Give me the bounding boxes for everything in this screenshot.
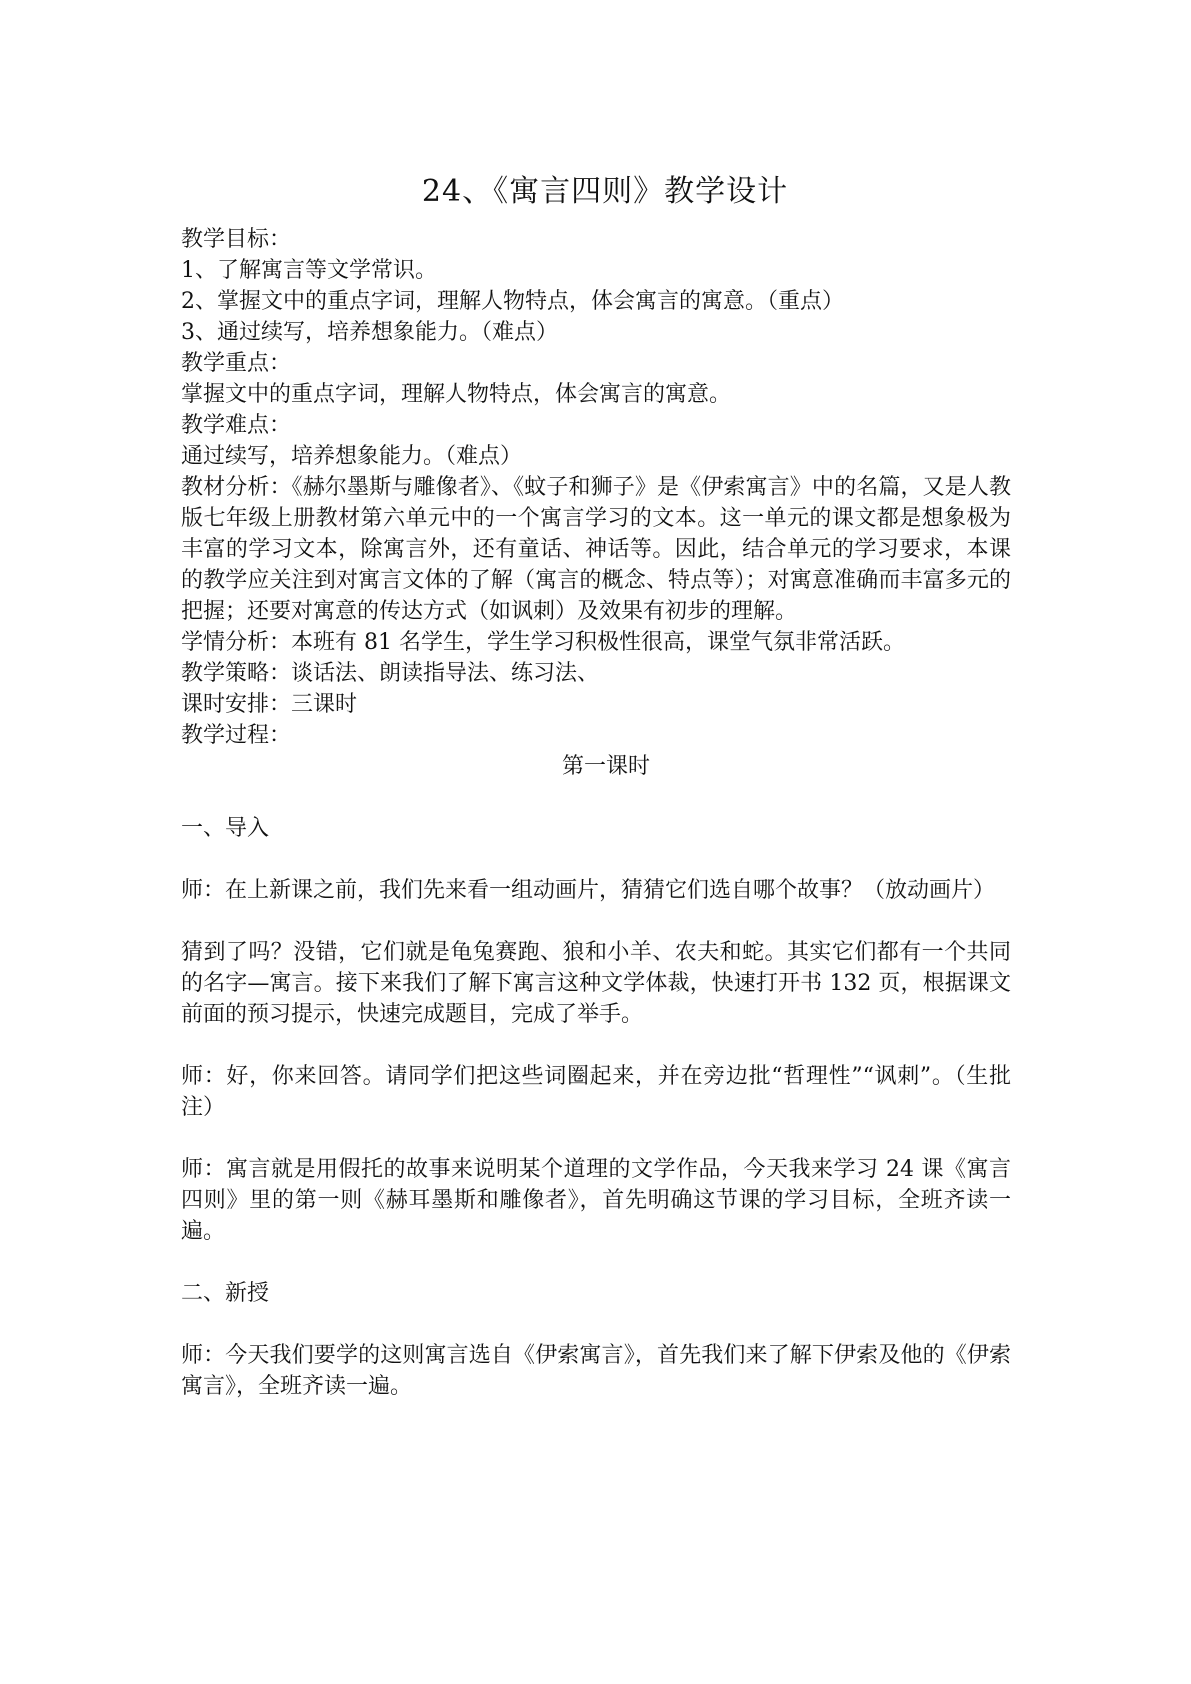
objectives-heading: 教学目标： [181,227,292,252]
document-content [181,170,1011,1402]
document-title: 24、《寓言四则》教学设计 [421,174,789,209]
section-intro-paragraph: 师：在上新课之前，我们先来看一组动画片，猜猜它们选自哪个故事？（放动画片） [181,878,996,903]
section-new-lesson-paragraph: 师：今天我们要学的这则寓言选自《伊索寓言》，首先我们来了解下伊索及他的《伊索寓言》，全班齐读一遍。 [181,1343,1011,1399]
objective-item-2: 2、掌握文中的重点字词，理解人物特点，体会寓言的寓意。（重点） [181,289,844,314]
lesson-heading: 第一课时 [561,754,650,779]
difficulty-text: 通过续写，培养想象能力。（难点） [181,444,523,469]
key-point-heading: 教学重点： [181,351,292,376]
process-heading: 教学过程： [181,723,292,748]
section-intro-paragraph: 猜到了吗？没错，它们就是龟兔赛跑、狼和小羊、农夫和蛇。其实它们都有一个共同的名字—寓言。接下来我们了解下寓言这种文学体裁，快速打开书 132 页，根据课文前面的预习提示，快速完成题目，完成了举手。 [181,940,1011,1027]
key-point-text: 掌握文中的重点字词，理解人物特点，体会寓言的寓意。 [181,382,732,407]
objective-item-1: 1、了解寓言等文学常识。 [181,258,437,283]
difficulty-heading: 教学难点： [181,413,292,438]
class-schedule: 课时安排：三课时 [181,692,358,717]
teaching-strategy: 教学策略：谈话法、朗读指导法、练习法、 [181,661,600,686]
section-new-lesson-heading: 二、新授 [181,1281,270,1306]
section-intro-paragraph: 师：好，你来回答。请同学们把这些词圈起来，并在旁边批“哲理性”“讽刺”。（生批注） [181,1064,1011,1120]
section-intro-paragraph: 师：寓言就是用假托的故事来说明某个道理的文学作品，今天我来学习 24 课《寓言四则》里的第一则《赫耳墨斯和雕像者》，首先明确这节课的学习目标，全班齐读一遍。 [181,1157,1011,1244]
section-intro-heading: 一、导入 [181,816,270,841]
material-analysis: 教材分析：《赫尔墨斯与雕像者》、《蚊子和狮子》是《伊索寓言》中的名篇，又是人教版七年级上册教材第六单元中的一个寓言学习的文本。这一单元的课文都是想象极为丰富的学习文本，除寓言外，还有童话、神话等。因此，结合单元的学习要求，本课的教学应关注到对寓言文体的了解（寓言的概念、特点等）；对寓意准确而丰富多元的把握；还要对寓意的传达方式（如讽刺）及效果有初步的理解。 [181,475,1011,624]
objective-item-3: 3、通过续写，培养想象能力。（难点） [181,320,558,345]
student-analysis: 学情分析：本班有 81 名学生，学生学习积极性很高，课堂气氛非常活跃。 [181,630,905,655]
